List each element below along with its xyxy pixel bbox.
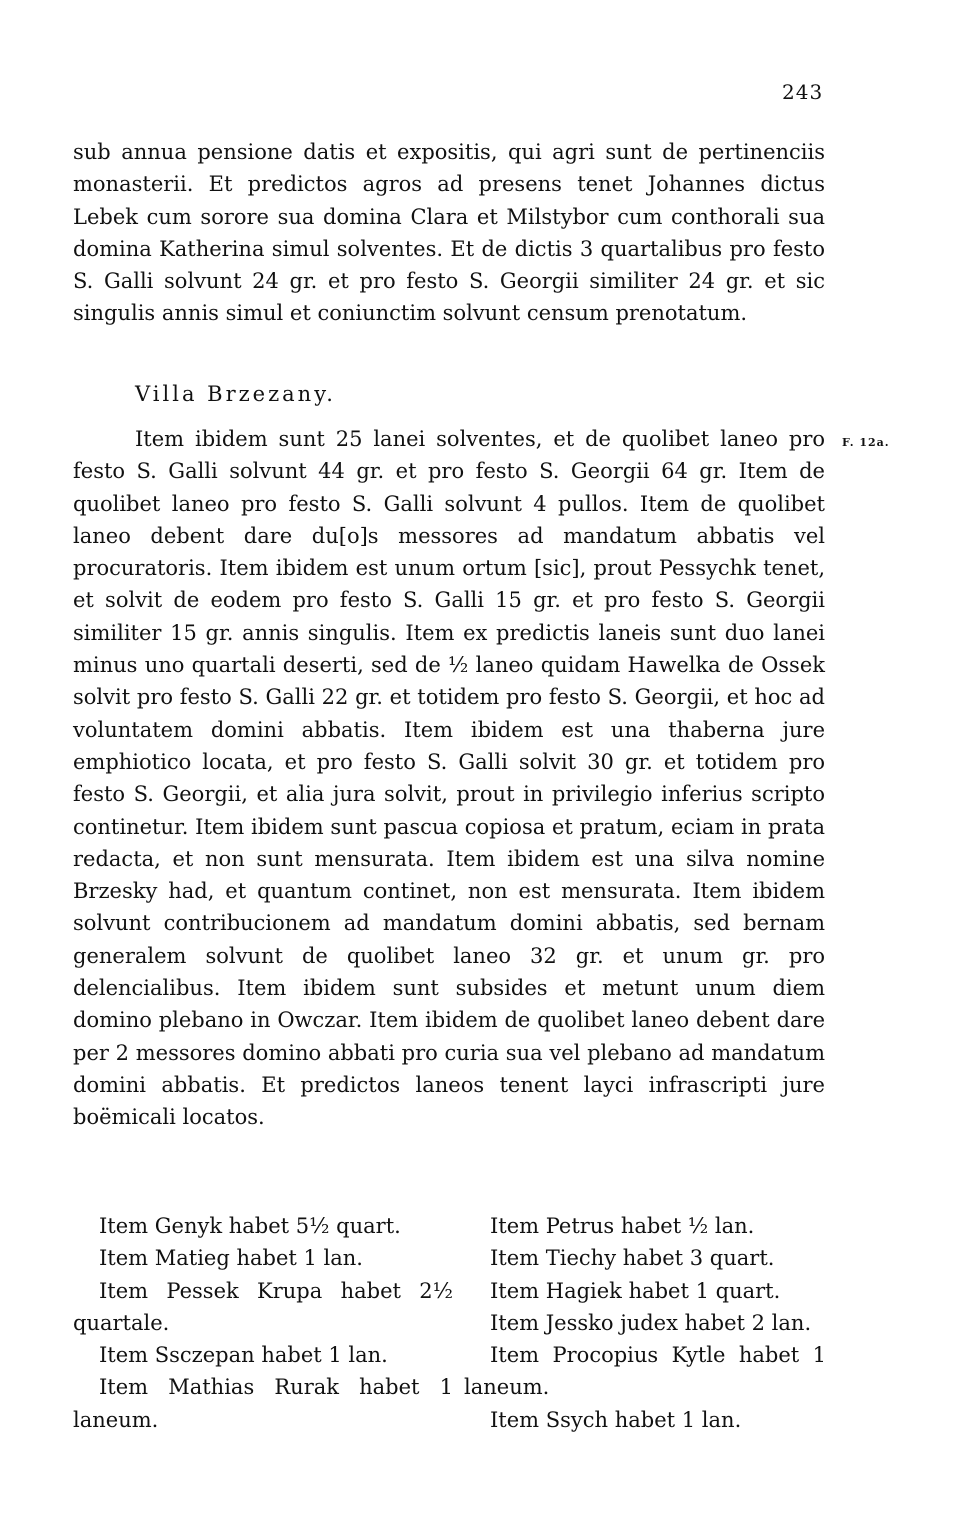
tenant-list-right [464,1210,826,1436]
list-item: Item Ssych habet 1 lan. [490,1407,742,1432]
list-item: Item Pessek Krupa habet 2½ quartale. [73,1278,453,1335]
list-item: Item Genyk habet 5½ quart. [99,1214,401,1238]
list-item: Item Petrus habet ½ lan. [490,1214,755,1238]
paragraph-villa-brzezany: Item ibidem sunt 25 lanei solventes, et de quolibet laneo pro festo S. Galli solvunt 44 gr. et pro festo S. Georgii 64 gr. Item de quolibet laneo pro festo S. Galli solvunt 4 pullos. Item de quolibet laneo debent dare du[o]s messores ad mandatum abbatis vel procuratoris. Item ibidem est unum ortum [sic], prout Pessychk tenet, et solvit de eodem pro festo S. Galli 15 gr. et pro festo S. Georgii similiter 15 gr. annis singulis. Item ex predictis laneis sunt duo lanei minus uno quartali deserti, sed de ½ laneo quidam Hawelka de Ossek solvit pro festo S. Galli 22 gr. et totidem pro festo S. Georgii, et hoc ad voluntatem domini abbatis. Item ibidem est una thaberna jure emphiotico locata, et pro festo S. Galli solvit 30 gr. et totidem pro festo S. Georgii, et alia jura solvit, prout in privilegio inferius scripto continetur. Item ibidem sunt pascua copiosa et pratum, eciam in prata redacta, et non sunt mensurata. Item ibidem est una silva nomine Brzesky had, et quantum continet, non est mensurata. Item ibidem solvunt contribucionem ad mandatum domini abbatis, sed bernam generalem solvunt de quolibet laneo 32 gr. et unum gr. pro delencialibus. Item ibidem sunt subsides et metunt unum diem domino plebano in Owczar. Item ibidem de quolibet laneo debent dare per 2 messores domino abbati pro curia sua vel plebano ad mandatum domini abbatis. Et predictos laneos tenent layci infrascripti jure boëmicali locatos. [73,427,825,1130]
list-item: Item Hagiek habet 1 quart. [490,1278,781,1303]
tenant-list-left [73,1210,453,1436]
list-item: Item Tiechy habet 3 quart. [490,1246,775,1271]
section-heading: Villa Brzezany. [135,382,336,406]
page-number: 243 [782,80,824,104]
list-item: Item Jessko judex habet 2 lan. [490,1310,812,1335]
list-item: Item Matieg habet 1 lan. [99,1246,363,1271]
margin-note: F. 12a. [842,436,890,449]
list-item: Item Mathias Rurak habet 1 laneum. [73,1375,453,1432]
list-item: Item Ssczepan habet 1 lan. [99,1343,388,1368]
list-item: Item Procopius Kytle habet 1 laneum. [464,1343,826,1400]
paragraph-continuation: sub annua pensione datis et expositis, qui agri sunt de pertinenciis monasterii. Et predictos agros ad presens tenet Johannes dictus Lebek cum sorore sua domina Clara et Milstybor cum conthorali sua domina Katherina simul solventes. Et de dictis 3 quartalibus pro festo S. Galli solvunt 24 gr. et pro festo S. Georgii similiter 24 gr. et sic singulis annis simul et coniunctim solvunt censum prenotatum. [73,140,825,326]
